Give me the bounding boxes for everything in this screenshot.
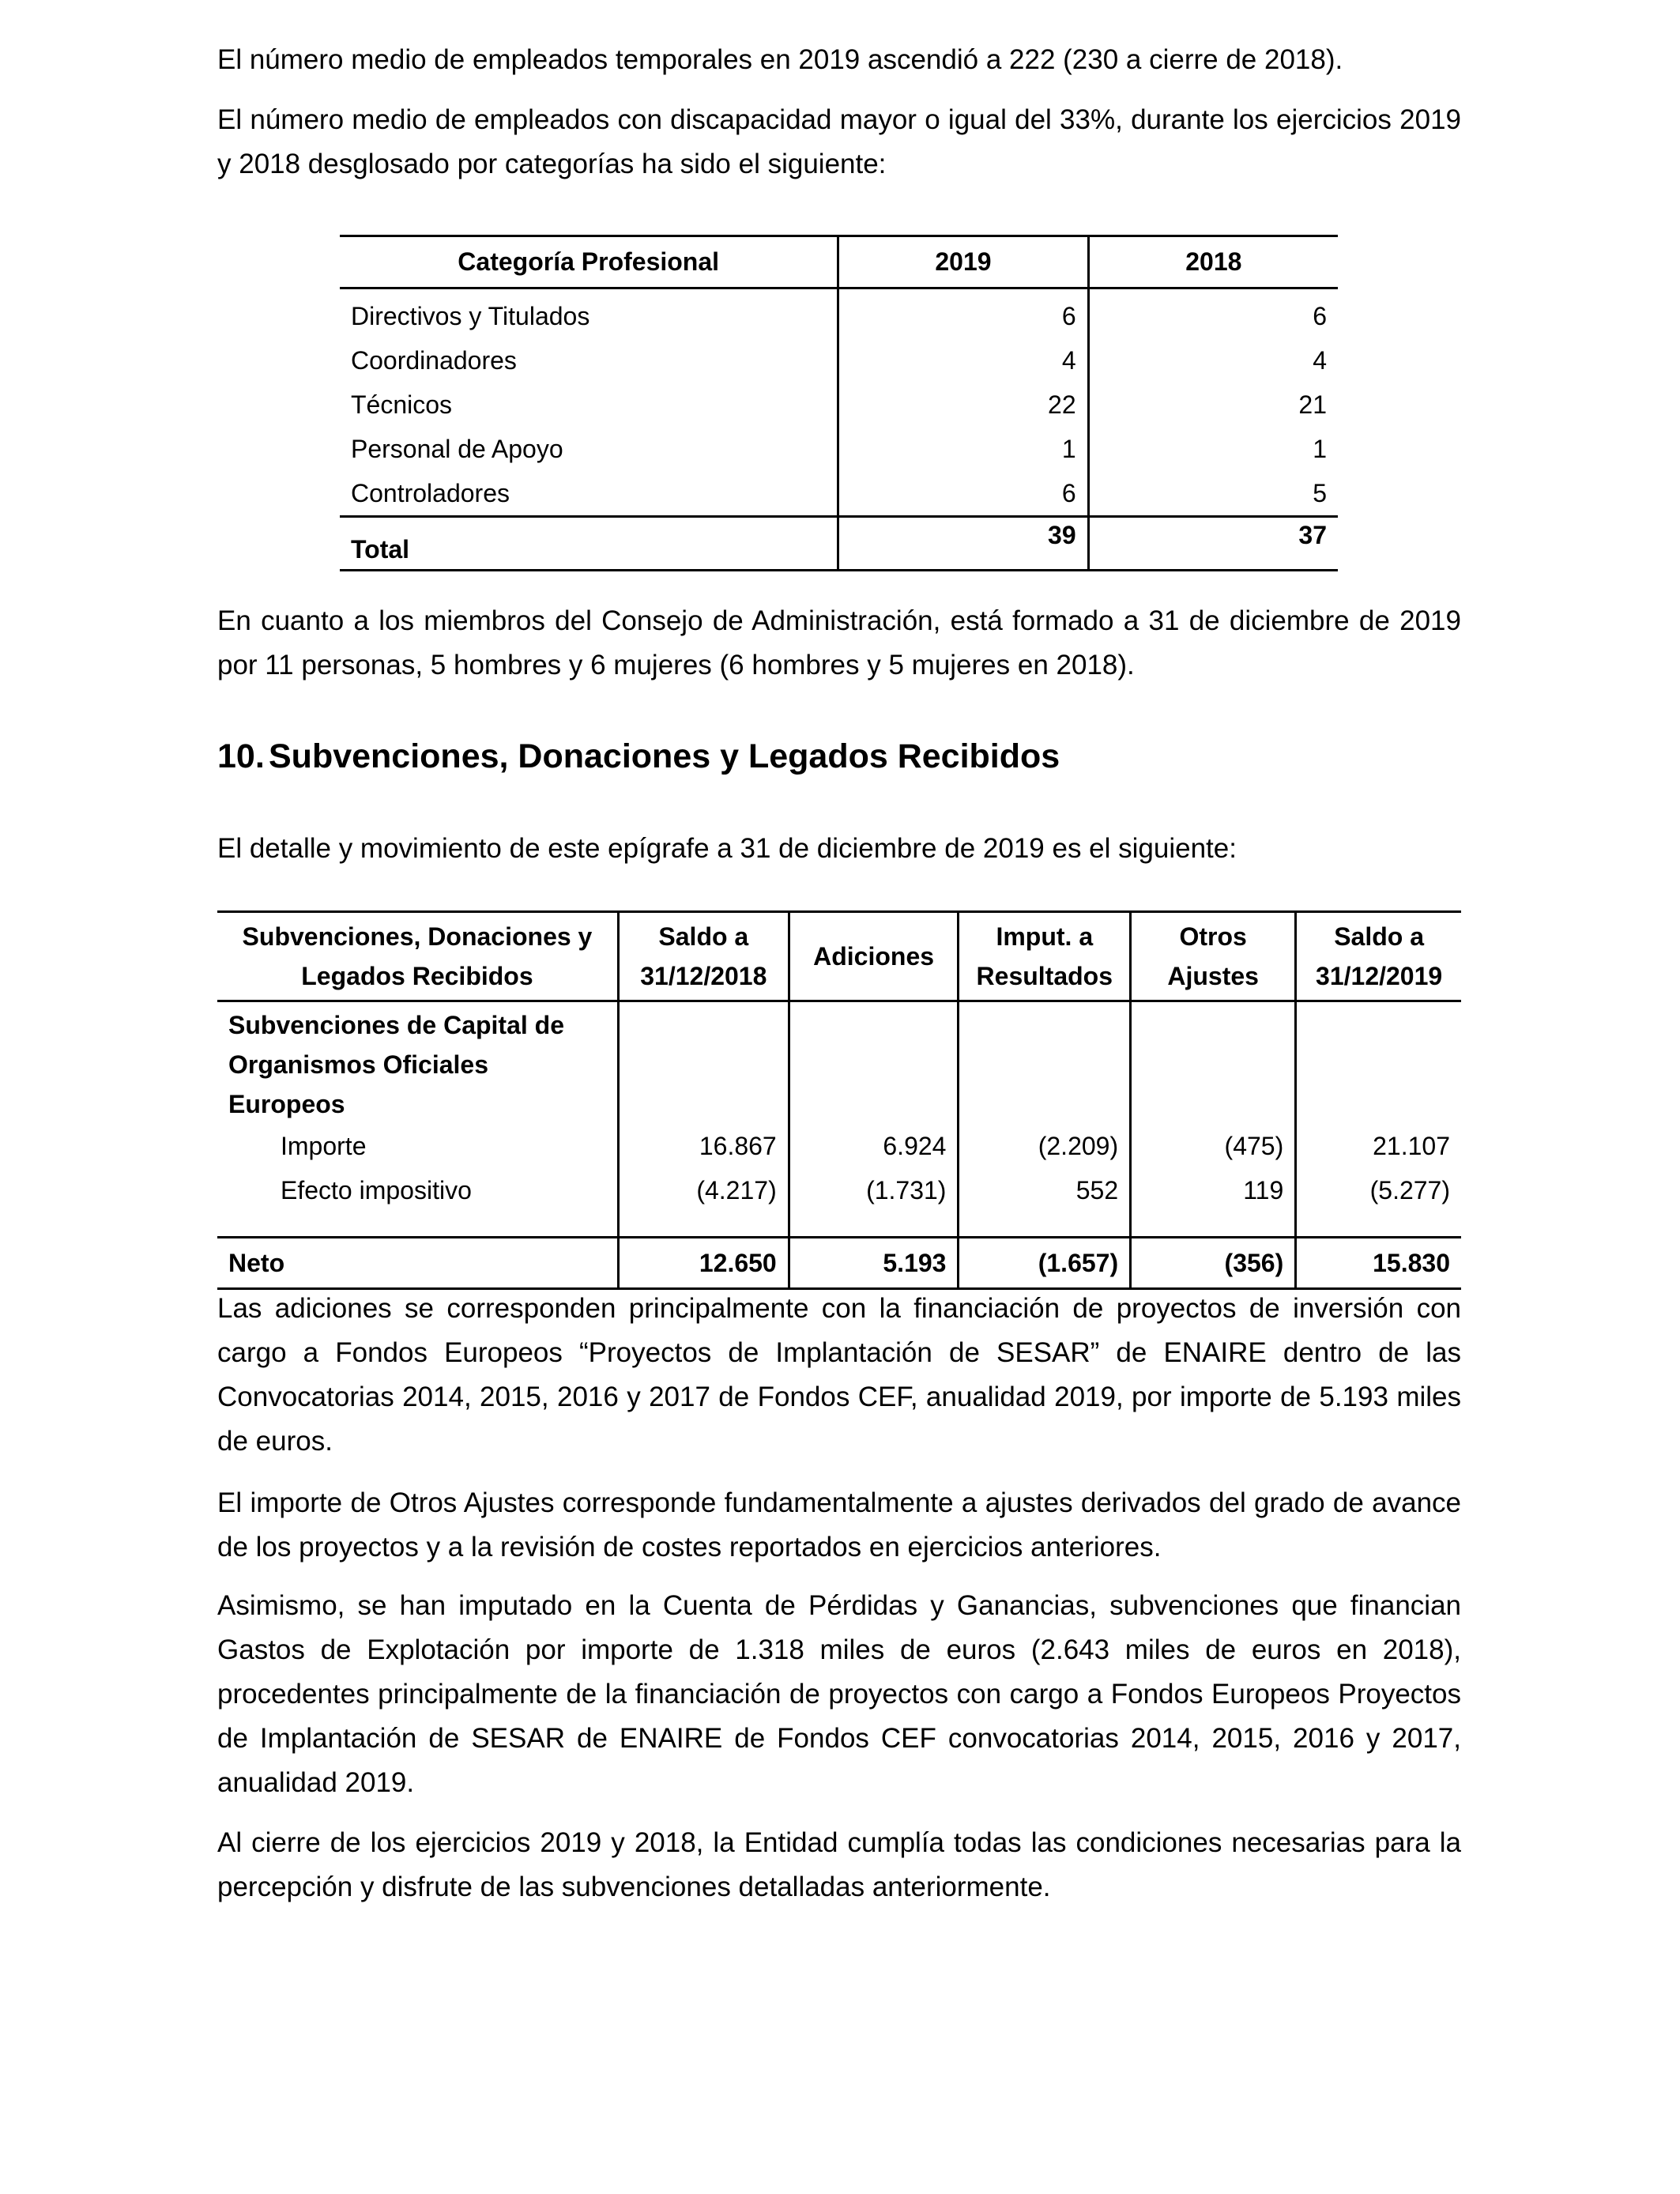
value-cell: 6 bbox=[1313, 301, 1327, 330]
table-row bbox=[217, 1124, 1461, 1168]
disability-employees-table bbox=[340, 235, 1338, 571]
table-header-row bbox=[340, 236, 1338, 288]
category-cell: Controladores bbox=[351, 478, 510, 507]
value-cell: 4 bbox=[1313, 345, 1327, 375]
table-row bbox=[340, 383, 1338, 427]
value-cell: 6.924 bbox=[789, 1124, 959, 1168]
category-cell: Coordinadores bbox=[351, 345, 517, 375]
net-value: 15.830 bbox=[1296, 1238, 1461, 1289]
net-value: 5.193 bbox=[789, 1238, 959, 1289]
total-value: 37 bbox=[1088, 517, 1338, 571]
section-heading bbox=[217, 729, 1060, 784]
row-label: Efecto impositivo bbox=[281, 1176, 472, 1204]
header-line: Resultados bbox=[976, 962, 1113, 990]
column-header bbox=[959, 912, 1131, 1001]
value-cell: (475) bbox=[1131, 1124, 1296, 1168]
header-line: 31/12/2018 bbox=[640, 962, 767, 990]
paragraph-additions: Las adiciones se corresponden principalmente con la financiación de proyectos de inversión con cargo a Fondos Europeos “Proyectos de Implantación de SESAR” de ENAIRE dentro de las Convocatorias 2014, 2015, 2016 y 2017 de Fondos CEF, anualidad 2019, por importe de 5.193 miles de euros. bbox=[217, 1293, 1461, 1457]
section-number: 10. bbox=[217, 737, 265, 775]
value-cell: 552 bbox=[959, 1168, 1131, 1238]
column-header bbox=[217, 912, 618, 1001]
section-title: Subvenciones, Donaciones y Legados Recibidos bbox=[269, 737, 1060, 775]
net-total-row bbox=[217, 1238, 1461, 1289]
table-row bbox=[340, 427, 1338, 471]
column-header bbox=[1296, 912, 1461, 1001]
column-header bbox=[618, 912, 789, 1001]
net-value: 12.650 bbox=[618, 1238, 789, 1289]
value-cell: 21 bbox=[1298, 390, 1327, 419]
paragraph-operating-grants: Asimismo, se han imputado en la Cuenta de Pérdidas y Ganancias, subvenciones que financian Gastos de Explotación por importe de 1.318 miles de euros (2.643 miles de euros en 2018), procedentes principalmente de la financiación de proyectos con cargo a Fondos Europeos Proyectos de Implantación de SESAR de ENAIRE de Fondos CEF convocatorias 2014, 2015, 2016 y 2017, anualidad 2019. bbox=[217, 1590, 1461, 1798]
total-value: 39 bbox=[838, 517, 1088, 571]
column-header: Categoría Profesional bbox=[340, 236, 838, 288]
paragraph-other-adjustments: El importe de Otros Ajustes corresponde fundamentalmente a ajustes derivados del grado de avance de los proyectos y a la revisión de costes reportados en ejercicios anteriores. bbox=[217, 1487, 1461, 1563]
table-row bbox=[217, 1168, 1461, 1238]
value-cell: 16.867 bbox=[618, 1124, 789, 1168]
value-cell: (4.217) bbox=[618, 1168, 789, 1238]
paragraph-board-members: En cuanto a los miembros del Consejo de Administración, está formado a 31 de diciembre de 2019 por 11 personas, 5 hombres y 6 mujeres (6 hombres y 5 mujeres en 2018). bbox=[217, 605, 1461, 680]
header-line: 31/12/2019 bbox=[1316, 962, 1443, 990]
grants-movement-table bbox=[217, 910, 1461, 1290]
net-value: (356) bbox=[1131, 1238, 1296, 1289]
header-line: Imput. a bbox=[996, 922, 1094, 951]
header-line: Ajustes bbox=[1167, 962, 1259, 990]
header-line: Saldo a bbox=[658, 922, 749, 951]
value-cell: 1 bbox=[838, 427, 1088, 471]
subheader-cell bbox=[217, 1001, 618, 1125]
paragraph-temporary-employees: El número medio de empleados temporales en 2019 ascendió a 222 (230 a cierre de 2018). bbox=[217, 44, 1343, 75]
value-cell: 119 bbox=[1131, 1168, 1296, 1238]
column-header: 2019 bbox=[838, 236, 1088, 288]
table-header-row bbox=[217, 912, 1461, 1001]
total-label: Total bbox=[340, 517, 838, 571]
net-value: (1.657) bbox=[959, 1238, 1131, 1289]
category-cell: Técnicos bbox=[351, 390, 453, 419]
value-cell: 22 bbox=[838, 383, 1088, 427]
table-row bbox=[340, 338, 1338, 383]
table-subheader-row bbox=[217, 1001, 1461, 1125]
value-cell: 1 bbox=[1313, 434, 1327, 463]
value-cell: 4 bbox=[838, 338, 1088, 383]
value-cell: 6 bbox=[838, 288, 1088, 339]
table-row bbox=[340, 288, 1338, 339]
header-line: Subvenciones, Donaciones y bbox=[242, 922, 593, 951]
row-label: Importe bbox=[281, 1131, 367, 1160]
value-cell: 6 bbox=[838, 471, 1088, 517]
total-row bbox=[340, 517, 1338, 571]
subheader-line: Subvenciones de Capital de bbox=[228, 1011, 564, 1039]
column-header: 2018 bbox=[1088, 236, 1338, 288]
net-label: Neto bbox=[217, 1238, 618, 1289]
paragraph-conditions: Al cierre de los ejercicios 2019 y 2018, la Entidad cumplía todas las condiciones necesarias para la percepción y disfrute de las subvenciones detalladas anteriormente. bbox=[217, 1827, 1461, 1902]
header-line: Otros bbox=[1179, 922, 1247, 951]
column-header: Adiciones bbox=[789, 912, 959, 1001]
paragraph-detail-intro: El detalle y movimiento de este epígrafe a 31 de diciembre de 2019 es el siguiente: bbox=[217, 833, 1237, 864]
column-header bbox=[1131, 912, 1296, 1001]
header-line: Legados Recibidos bbox=[301, 962, 533, 990]
value-cell: (5.277) bbox=[1296, 1168, 1461, 1238]
category-cell: Directivos y Titulados bbox=[351, 301, 590, 330]
value-cell: 5 bbox=[1313, 478, 1327, 507]
value-cell: (2.209) bbox=[959, 1124, 1131, 1168]
header-line: Saldo a bbox=[1334, 922, 1425, 951]
paragraph-disability-employees: El número medio de empleados con discapacidad mayor o igual del 33%, durante los ejercicios 2019 y 2018 desglosado por categorías ha sido el siguiente: bbox=[217, 104, 1461, 179]
subheader-line: Organismos Oficiales Europeos bbox=[228, 1050, 489, 1118]
value-cell: 21.107 bbox=[1296, 1124, 1461, 1168]
table-row bbox=[340, 471, 1338, 517]
value-cell: (1.731) bbox=[789, 1168, 959, 1238]
category-cell: Personal de Apoyo bbox=[351, 434, 563, 463]
